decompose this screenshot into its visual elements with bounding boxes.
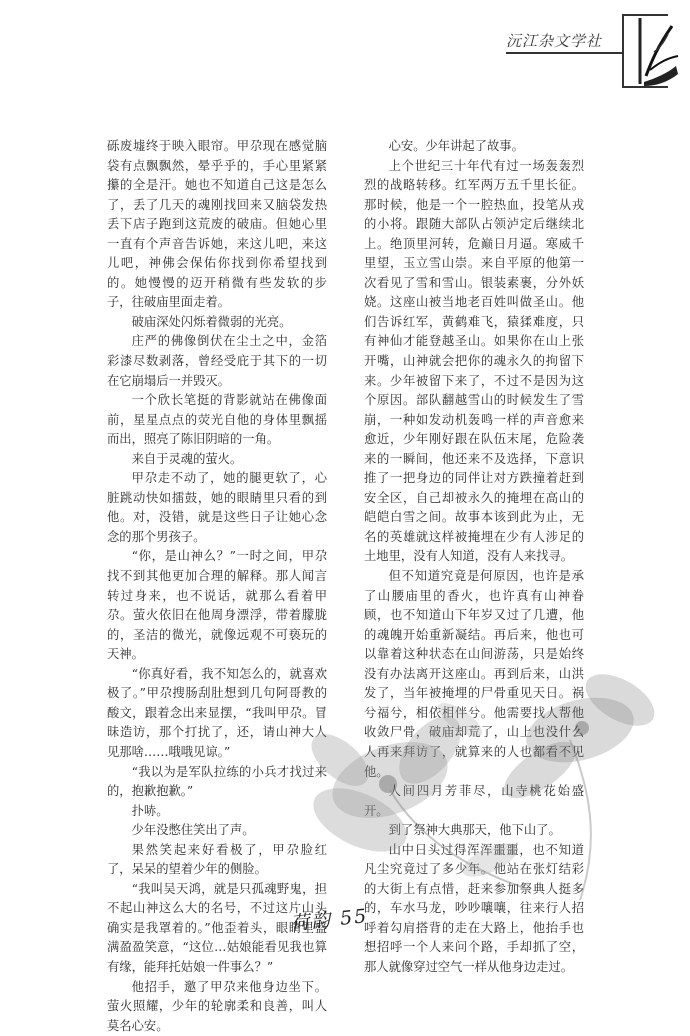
paragraph: 但不知道究竟是何原因，也许是承了山腰庙里的香火，也许真有山神眷顾，也不知道山下年岁又过了几遭，他的魂魄开始重新凝结。再后来，他也可以靠着这种状态在山间游荡，只是始终没有办法离开这座山。再到后来，山洪发了，当年被掩埋的尸骨重见天日。祸兮福兮，相依相伴兮。他需要找人帮他收敛尸骨，破庙却荒了，山上也没什么人再来拜访了，就算来的人也都看不见他。	[364, 569, 584, 779]
paragraph: “我以为是军队拉练的小兵才找过来的，抱歉抱歉。”	[107, 764, 327, 799]
paragraph: 来自于灵魂的萤火。	[131, 451, 243, 466]
text-column-right	[364, 137, 584, 978]
paragraph: “我叫吴天鸿，就是只孤魂野鬼，担不起山神这么大的名号，不过这片山头确实是我罩着的。”他歪着头，眼睛里盛满盈盈笑意，“这位…姑娘能看见我也算有缘，能拜托姑娘一件事么？”	[107, 881, 327, 974]
paragraph: 扑哧。	[131, 803, 169, 818]
paragraph: 甲尕走不动了，她的腿更软了，心脏跳动快如擂鼓，她的眼睛里只看的到他。对，没错，就是这些日子让她心念念的那个男孩子。	[107, 471, 327, 544]
paragraph: 砾废墟终于映入眼帘。甲尕现在感觉脑袋有点飘飘然，晕乎乎的，手心里紧紧攥的全是汗。她也不知道自己这是怎么了，丢了几天的魂刚找回来又脑袋发热丢下店子跑到这荒废的破庙。但她心里一直有个声音告诉她，来这儿吧，来这儿吧，神佛会保佑你找到你希望找到的。她慢慢的迈开稍微有些发软的步子，往破庙里面走着。	[107, 139, 327, 310]
paragraph: “你真好看，我不知怎么的，就喜欢极了。”甲尕搜肠刮肚想到几句阿哥教的酸文，跟着念出来显摆，“我叫甲尕。冒昧造访，那个打扰了，还，请山神大人见那啥……哦哦见谅。”	[107, 666, 327, 759]
paragraph: 果然笑起来好看极了，甲尕脸红了，呆呆的望着少年的侧脸。	[107, 842, 327, 877]
paragraph: 心安。少年讲起了故事。	[388, 139, 524, 153]
paragraph: 一个欣长笔挺的背影就站在佛像面前，星星点点的荧光自他的身体里飘摇而出，照亮了陈旧阴暗的一角。	[107, 393, 327, 447]
paragraph: 上个世纪三十年代有过一场轰轰烈烈的战略转移。红军两万五千里长征。那时候，他是一个一腔热血，投笔从戎的小将。跟随大部队占领泸定后继续北上。绝顶里河转，危巅日月逼。寒威千里望，玉立雪山崇。来自平原的他第一次看见了雪和雪山。银装素裹，分外妖娆。这座山被当地老百姓叫做圣山。他们告诉红军，黄鹤难飞，猿猱难度，只有神仙才能登越圣山。如果你在山上张开嘴，山神就会把你的魂永久的拘留下来。少年被留下来了，不过不是因为这个原因。部队翻越雪山的时候发生了雪崩，一种如发动机轰鸣一样的声音愈来愈近，少年刚好跟在队伍末尾，危险袭来的一瞬间，他还来不及选择，下意识推了一把身边的同伴让对方跌撞着赶到安全区，自己却被永久的掩埋在高山的皑皑白雪之间。故事本该到此为止，无名的英雄就这样被掩埋在少有人涉足的土地里，没有人知道，没有人来找寻。	[364, 158, 584, 564]
paragraph: 庄严的佛像倒伏在尘土之中，金箔彩漆尽数剥落，曾经受庇于其下的一切在它崩塌后一并毁灭。	[107, 334, 327, 388]
text-column-left	[107, 137, 327, 1036]
page-folio: 荷韵 55	[289, 904, 370, 936]
brush-ink-logo	[632, 12, 682, 92]
paragraph: 到了祭神大典那天，他下山了。	[388, 823, 561, 838]
magazine-title: 沅江杂文学社	[506, 32, 603, 50]
paragraph: 破庙深处闪烁着微弱的光亮。	[131, 314, 292, 329]
paragraph: 山中日头过得浑浑噩噩，也不知道凡尘究竟过了多少年。他站在张灯结彩的大街上有点惜，赶来参加祭典人挺多的，车水马龙，吵吵嚷嚷，往来行人招呼着勾肩搭背的走在大路上，他抬手也想招呼一个人来问个路，手却抓了空，那人就像穿过空气一样从他身边走过。	[364, 842, 584, 974]
paragraph: “你，是山神么？”一时之间，甲尕找不到其他更加合理的解释。那人闻言转过身来，也不说话，就那么看着甲尕。萤火依旧在他周身漂浮，带着朦胧的，圣洁的微光，就像远观不可亵玩的天神。	[107, 549, 327, 662]
header-rule	[506, 52, 641, 54]
paragraph: 人间四月芳菲尽，山寺桃花始盛开。	[364, 784, 584, 818]
paragraph: 他招手，邀了甲尕来他身边坐下。萤火照耀，少年的轮廓柔和良善，叫人莫名心安。	[107, 979, 327, 1033]
paragraph: 少年没憋住笑出了声。	[131, 823, 255, 838]
